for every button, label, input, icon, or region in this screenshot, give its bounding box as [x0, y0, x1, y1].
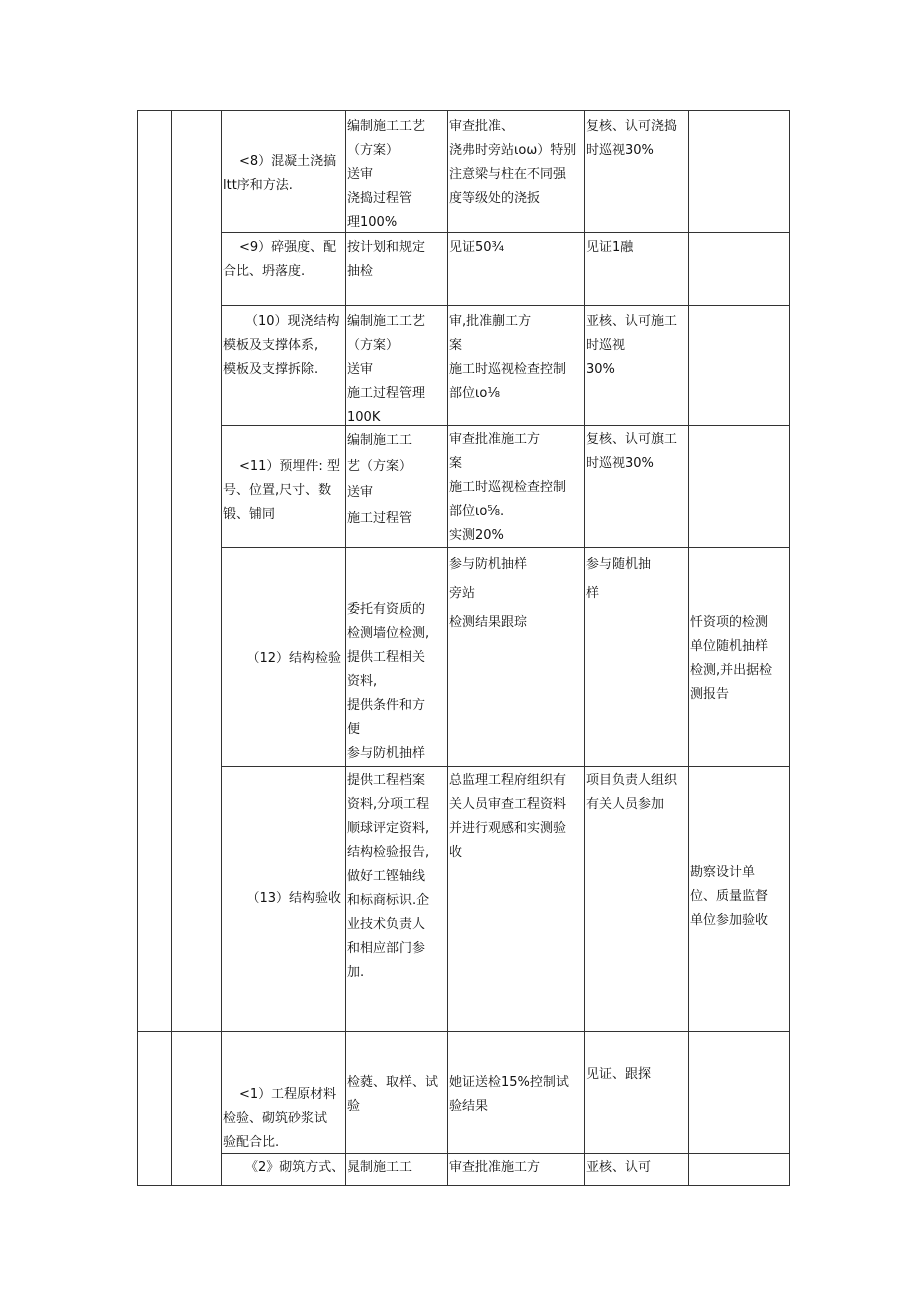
table-cell-measure: 晁制施工工: [347, 1160, 413, 1175]
row-divider: [221, 305, 790, 306]
table-cell-measure: 检蕤、取样、试 验: [347, 1075, 439, 1114]
row-divider: [221, 766, 790, 767]
table-bottom-border: [137, 1185, 790, 1186]
table-cell-measure: 提供工程档案 资料,分项工程 顺球评定资料, 结构检验报告, 做好工铿轴线 和标商标识.企 业技术负责人 和相应部门参 加.: [347, 773, 430, 980]
table-cell-check: 审查批准施工方: [449, 1160, 541, 1175]
table-cell-item: <11）预埋件: 型 号、位置,尺寸、数 锻、铺同: [223, 459, 340, 522]
row-divider: [221, 425, 790, 426]
table-cell-note: 勘察设计单 位、质量监督 单位参加验收: [690, 865, 769, 928]
table-cell-check: 参与防机抽样 旁站 检测结果跟琮: [449, 557, 528, 630]
table-cell-measure: 委托有资质的 检测墙位检测, 提供工程相关 资料, 提供条件和方 便 参与防机抽样: [347, 602, 430, 761]
table-cell-measure: 编制施工工艺 （方案） 送审 浇捣过程管 理100%: [347, 119, 426, 230]
table-cell-item: 《2》砌筑方式、: [245, 1160, 345, 1175]
table-cell-note: 忏资项的检测 单位随机抽样 检测,并出据检 测报告: [690, 615, 773, 702]
table-cell-confirm: 项目负责人组织 有关人员参加: [586, 773, 678, 812]
table-cell-check: 审查批准、 浇弗时旁站ιoω）特别 注意梁与柱在不同强 度等级处的浇扳: [449, 119, 577, 206]
table-cell-measure: 编制施工工 艺（方案） 送审 施工过程管: [347, 433, 413, 526]
section-divider: [137, 1031, 790, 1032]
table-cell-note: [690, 1156, 790, 1184]
table-cell-confirm: 复核、认可旗工 时巡视30%: [586, 432, 678, 471]
table-cell-item: <1）工程原材料 检验、砌筑砂浆试 验配合比.: [223, 1087, 337, 1150]
table-cell-check: 审查批准施工方 案 施工时巡视检查控制 部位ιo⅝. 实测20%: [449, 432, 567, 543]
column-divider: [171, 110, 172, 1186]
column-divider: [137, 110, 138, 1186]
table-cell-confirm: 参与随机抽 样: [586, 557, 652, 601]
column-divider: [345, 110, 346, 1186]
table-cell-measure: 编制施工工艺 （方案） 送审 施工过程管理 100K: [347, 314, 426, 425]
table-top-border: [137, 110, 790, 111]
table-cell-confirm: 见证、跟探: [586, 1067, 652, 1082]
table-cell-item: <8）混凝土浇搞 ltt序和方法.: [223, 154, 337, 193]
table-cell-check: 她证送检15%控制试 验结果: [449, 1075, 569, 1114]
row-divider: [221, 232, 790, 233]
table-cell-check: 审,批准蒯工方 案 施工时巡视检查控制 部位ιo⅛: [449, 314, 567, 401]
table-cell-check: 见证50¾: [449, 240, 505, 255]
table-cell-item: （10）现浇结构 模板及支撑体系, 模板及支撑拆除.: [223, 314, 340, 377]
column-divider: [447, 110, 448, 1186]
column-divider: [221, 110, 222, 1186]
table-cell-item: <9）碎强度、配 合比、坍落度.: [223, 240, 337, 279]
table-cell-confirm: 亚核、认可施工 时巡视 30%: [586, 314, 678, 377]
table-cell-item: （12）结构检验: [246, 651, 341, 666]
table-cell-confirm: 复核、认可浇捣 时巡视30%: [586, 119, 678, 158]
table-cell-item: （13）结构验收: [246, 891, 341, 906]
table-cell-confirm: 亚核、认可: [586, 1160, 652, 1175]
table-cell-check: 总监理工程府组织有 关人员审查工程资料 并进行观感和实测验 收: [449, 773, 567, 860]
column-divider: [688, 110, 689, 1186]
column-divider: [584, 110, 585, 1186]
table-cell-confirm: 见证1融: [586, 240, 634, 255]
table-cell-measure: 按计划和规定 抽检: [347, 240, 426, 279]
